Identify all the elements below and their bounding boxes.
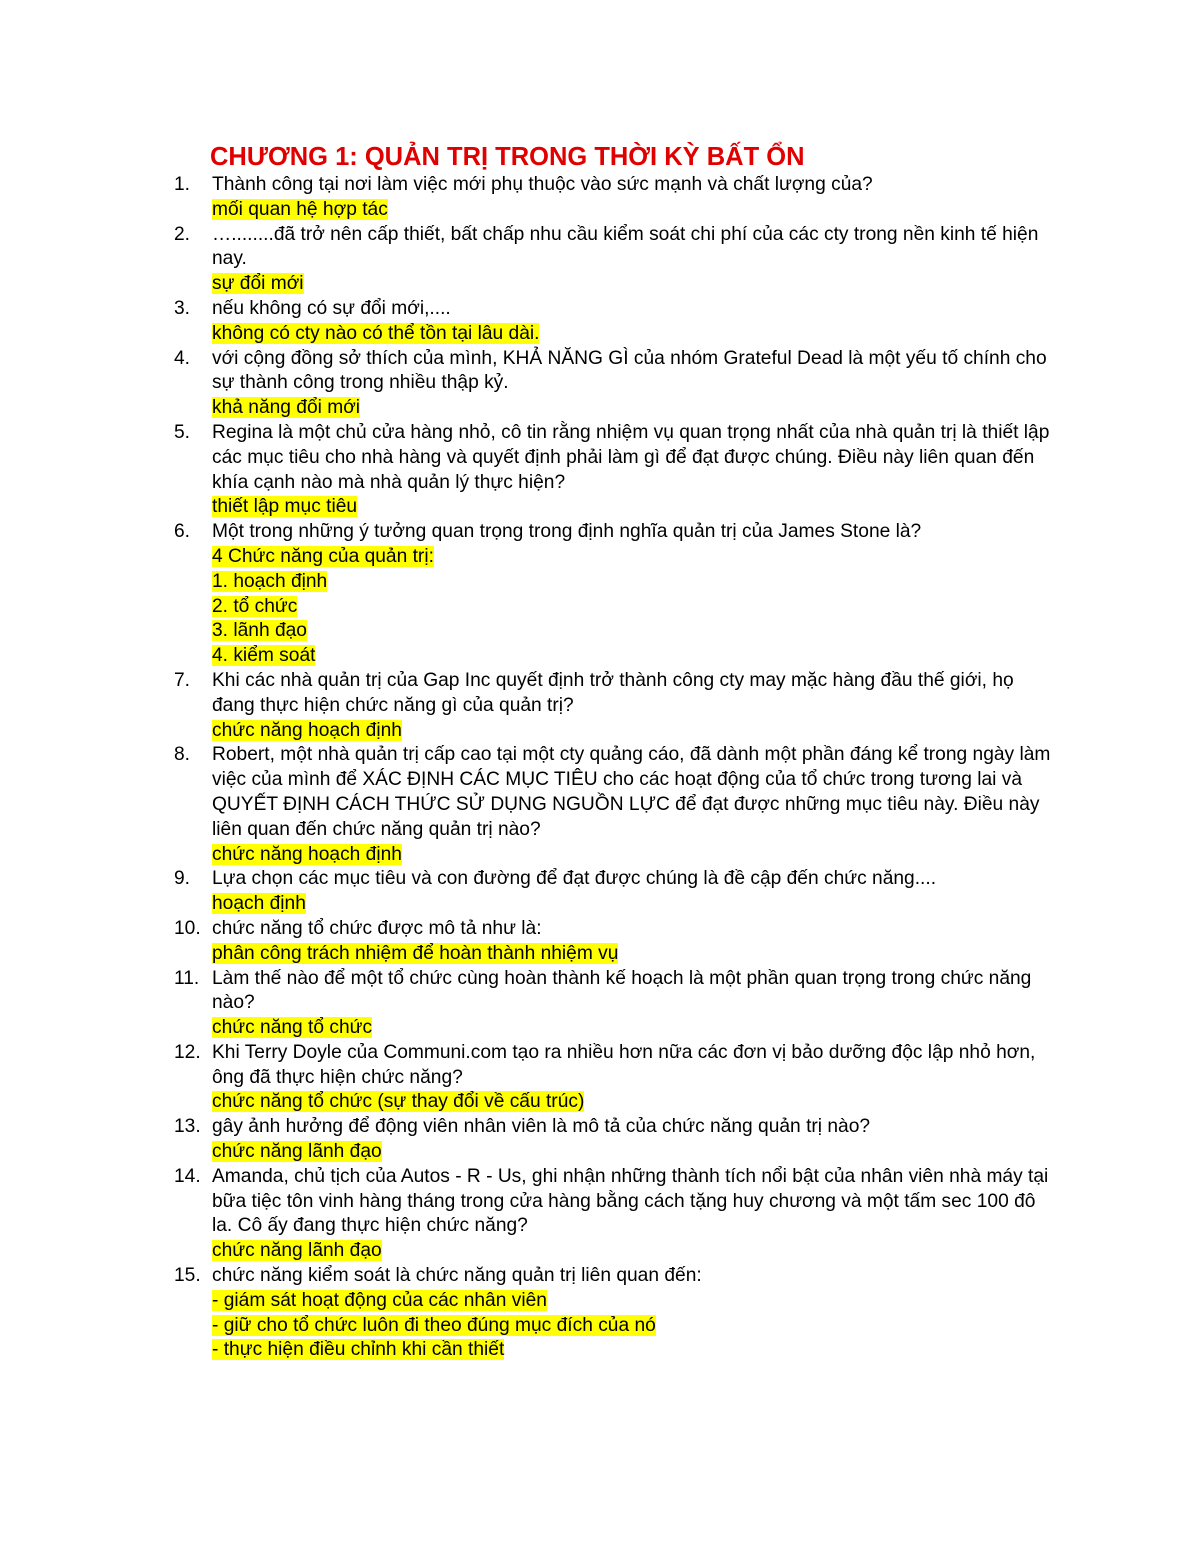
answer-text: thiết lập mục tiêu	[212, 496, 358, 518]
question-item	[174, 1115, 1054, 1165]
question-text: chức năng kiểm soát là chức năng quản trị liên quan đến:	[212, 1265, 702, 1287]
chapter-title: CHƯƠNG 1: QUẢN TRỊ TRONG THỜI KỲ BẤT ỔN	[210, 143, 805, 171]
question-item	[174, 1264, 1054, 1363]
question-number: 5.	[174, 421, 191, 443]
answer-text: - giám sát hoạt động của các nhân viên	[212, 1289, 547, 1311]
answer-text: 1. hoạch định	[212, 570, 328, 592]
answer-text: chức năng hoạch định	[212, 719, 402, 741]
question-text: gây ảnh hưởng để động viên nhân viên là mô tả của chức năng quản trị nào?	[212, 1116, 871, 1138]
question-item	[174, 347, 1054, 421]
question-number: 8.	[174, 744, 191, 766]
question-item	[174, 297, 1054, 347]
answer-text: phân công trách nhiệm để hoàn thành nhiệm vụ	[212, 942, 619, 964]
question-number: 10.	[174, 917, 201, 939]
question-text: Regina là một chủ cửa hàng nhỏ, cô tin rằng nhiệm vụ quan trọng nhất của nhà quản trị là thiết lập các mục tiêu cho nhà hàng và quyết định phải làm gì để đạt được chúng. Điều này liên quan đến khía cạnh nào mà nhà quản lý thực hiện?	[212, 421, 1050, 493]
question-number: 1.	[174, 174, 191, 195]
question-number: 9.	[174, 868, 191, 890]
question-item	[174, 669, 1054, 743]
question-item	[174, 743, 1054, 867]
answer-text: sự đổi mới	[212, 273, 304, 295]
question-number: 4.	[174, 347, 191, 369]
answer-text: chức năng tổ chức (sự thay đổi về cấu trúc)	[212, 1091, 585, 1113]
answer-text: chức năng hoạch định	[212, 843, 402, 865]
question-number: 2.	[174, 223, 191, 245]
question-number: 13.	[174, 1116, 201, 1138]
answer-text: chức năng lãnh đạo	[212, 1240, 382, 1262]
question-number: 3.	[174, 297, 191, 319]
question-number: 14.	[174, 1165, 201, 1187]
question-text: Khi các nhà quản trị của Gap Inc quyết định trở thành công cty may mặc hàng đầu thế giới, họ đang thực hiện chức năng gì của quản trị?	[212, 669, 1014, 716]
answer-text: khả năng đổi mới	[212, 397, 361, 419]
answer-text: mối quan hệ hợp tác	[212, 198, 388, 220]
question-text: Một trong những ý tưởng quan trọng trong định nghĩa quản trị của James Stone là?	[212, 521, 922, 543]
question-number: 15.	[174, 1265, 201, 1287]
question-item	[174, 917, 1054, 967]
question-item	[174, 867, 1054, 917]
answer-text: không có cty nào có thể tồn tại lâu dài.	[212, 322, 540, 344]
answer-text: 4. kiểm soát	[212, 645, 316, 667]
question-number: 6.	[174, 521, 191, 543]
question-item	[174, 1041, 1054, 1115]
question-text: Khi Terry Doyle của Communi.com tạo ra nhiều hơn nữa các đơn vị bảo dưỡng độc lập nhỏ hơn, ông đã thực hiện chức năng?	[212, 1041, 1036, 1088]
question-item	[174, 421, 1054, 520]
question-text: chức năng tổ chức được mô tả như là:	[212, 917, 542, 939]
answer-text: hoạch định	[212, 893, 306, 915]
question-item	[174, 520, 1054, 669]
question-text: nếu không có sự đổi mới,....	[212, 297, 451, 319]
question-item	[174, 1165, 1054, 1264]
answer-text: 2. tổ chức	[212, 595, 298, 617]
answer-text: chức năng lãnh đạo	[212, 1141, 382, 1163]
answer-text: 3. lãnh đạo	[212, 620, 307, 642]
question-item	[174, 223, 1054, 297]
question-text: …........đã trở nên cấp thiết, bất chấp nhu cầu kiểm soát chi phí của các cty trong nền kinh tế hiện nay.	[212, 223, 1039, 270]
answer-text: - thực hiện điều chỉnh khi cần thiết	[212, 1339, 505, 1361]
question-number: 12.	[174, 1041, 201, 1063]
question-number: 7.	[174, 669, 191, 691]
answer-text: - giữ cho tổ chức luôn đi theo đúng mục đích của nó	[212, 1314, 656, 1336]
question-text: Làm thế nào để một tổ chức cùng hoàn thành kế hoạch là một phần quan trọng trong chức năng nào?	[212, 967, 1032, 1014]
question-item	[174, 173, 1054, 223]
question-list	[174, 173, 1054, 1363]
answer-text: chức năng tổ chức	[212, 1017, 373, 1039]
question-text: Robert, một nhà quản trị cấp cao tại một cty quảng cáo, đã dành một phần đáng kể trong ngày làm việc của mình để XÁC ĐỊNH CÁC MỤC TIÊU cho các hoạt động của tổ chức trong tương lai và QUYẾT ĐỊNH CÁCH THỨC SỬ DỤNG NGUỒN LỰC để đạt được những mục tiêu này. Điều này liên quan đến chức năng quản trị nào?	[212, 744, 1051, 840]
question-text: Amanda, chủ tịch của Autos - R - Us, ghi nhận những thành tích nổi bật của nhân viên nhà máy tại bữa tiệc tôn vinh hàng tháng trong cửa hàng bằng cách tặng huy chương và một tấm sec 100 đô la. Cô ấy đang thực hiện chức năng?	[212, 1165, 1049, 1237]
question-text: Thành công tại nơi làm việc mới phụ thuộc vào sức mạnh và chất lượng của?	[212, 174, 873, 195]
question-text: Lựa chọn các mục tiêu và con đường để đạt được chúng là đề cập đến chức năng....	[212, 868, 937, 890]
question-text: với cộng đồng sở thích của mình, KHẢ NĂNG GÌ của nhóm Grateful Dead là một yếu tố chính cho sự thành công trong nhiều thập kỷ.	[212, 347, 1047, 394]
answer-text: 4 Chức năng của quản trị:	[212, 545, 434, 567]
question-number: 11.	[174, 967, 200, 989]
question-item	[174, 967, 1054, 1041]
